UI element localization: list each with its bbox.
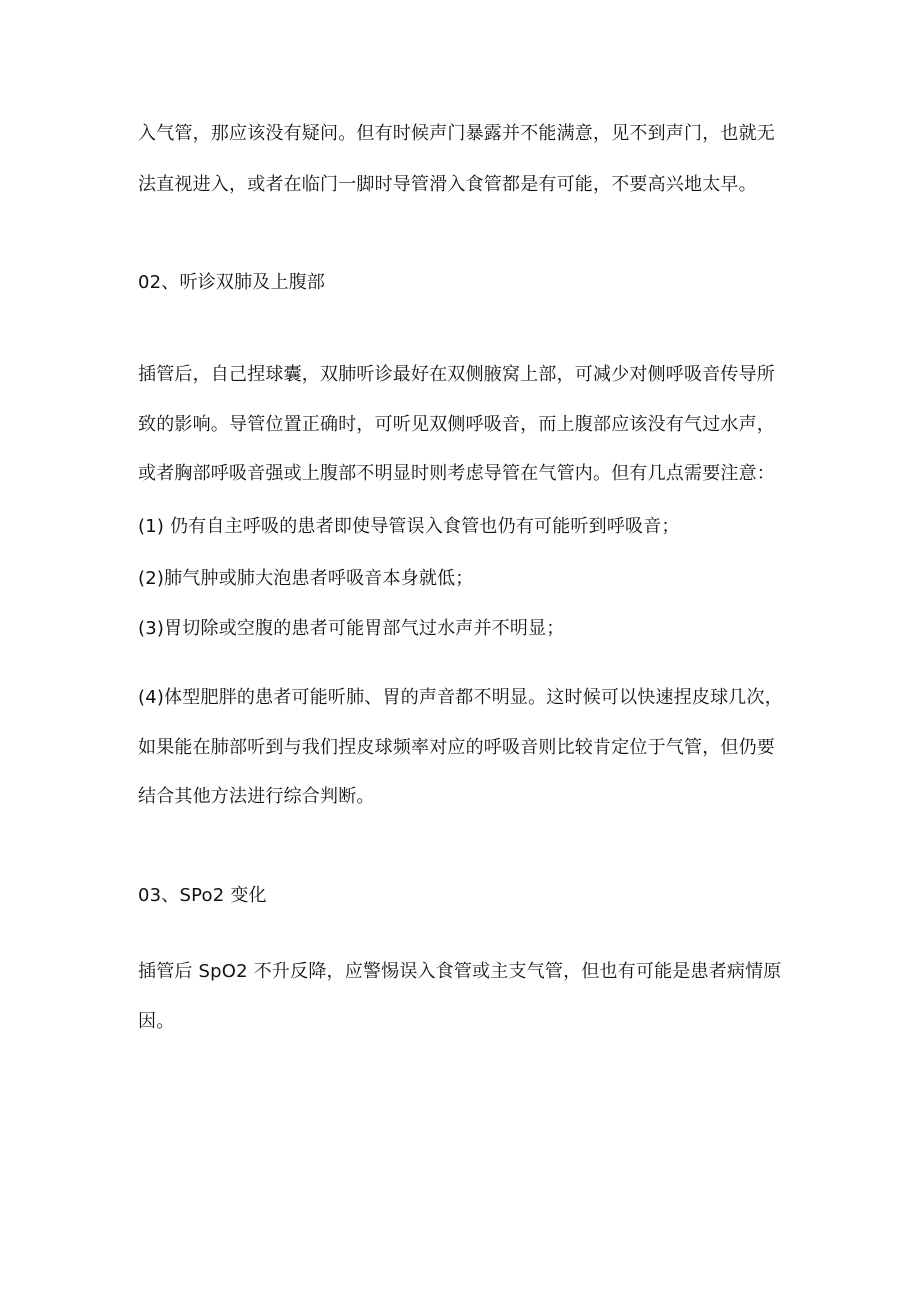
intro-line-1: 入气管，那应该没有疑问。但有时候声门暴露并不能满意，见不到声门，也就无: [138, 123, 775, 144]
list-item-3: (3)胃切除或空腹的患者可能胃部气过水声并不明显；: [138, 618, 565, 639]
section-02-heading: 02、听诊双肺及上腹部: [138, 272, 326, 293]
section-02-paragraph-line-1: 插管后，自己捏球囊，双肺听诊最好在双侧腋窝上部，可减少对侧呼吸音传导所: [138, 364, 775, 385]
section-02-paragraph-line-2: 致的影响。导管位置正确时，可听见双侧呼吸音，而上腹部应该没有气过水声，: [138, 414, 775, 435]
list-item-2: (2)肺气肿或肺大泡患者呼吸音本身就低；: [138, 568, 474, 589]
list-item-4-line-3: 结合其他方法进行综合判断。: [138, 786, 375, 807]
section-02-paragraph-line-3: 或者胸部呼吸音强或上腹部不明显时则考虑导管在气管内。但有几点需要注意：: [138, 463, 775, 484]
intro-line-2: 法直视进入，或者在临门一脚时导管滑入食管都是有可能，不要高兴地太早。: [138, 174, 757, 195]
section-03-heading: 03、SPo2 变化: [138, 885, 267, 906]
list-item-4-line-1: (4)体型肥胖的患者可能听肺、胃的声音都不明显。这时候可以快速捏皮球几次，: [138, 687, 783, 708]
list-item-4-line-2: 如果能在肺部听到与我们捏皮球频率对应的呼吸音则比较肯定位于气管，但仍要: [138, 737, 775, 758]
section-03-paragraph-line-2: 因。: [138, 1011, 175, 1032]
list-item-1: (1) 仍有自主呼吸的患者即使导管误入食管也仍有可能听到呼吸音；: [138, 516, 680, 537]
section-03-paragraph-line-1: 插管后 SpO2 不升反降，应警惕误入食管或主支气管，但也有可能是患者病情原: [138, 961, 782, 982]
